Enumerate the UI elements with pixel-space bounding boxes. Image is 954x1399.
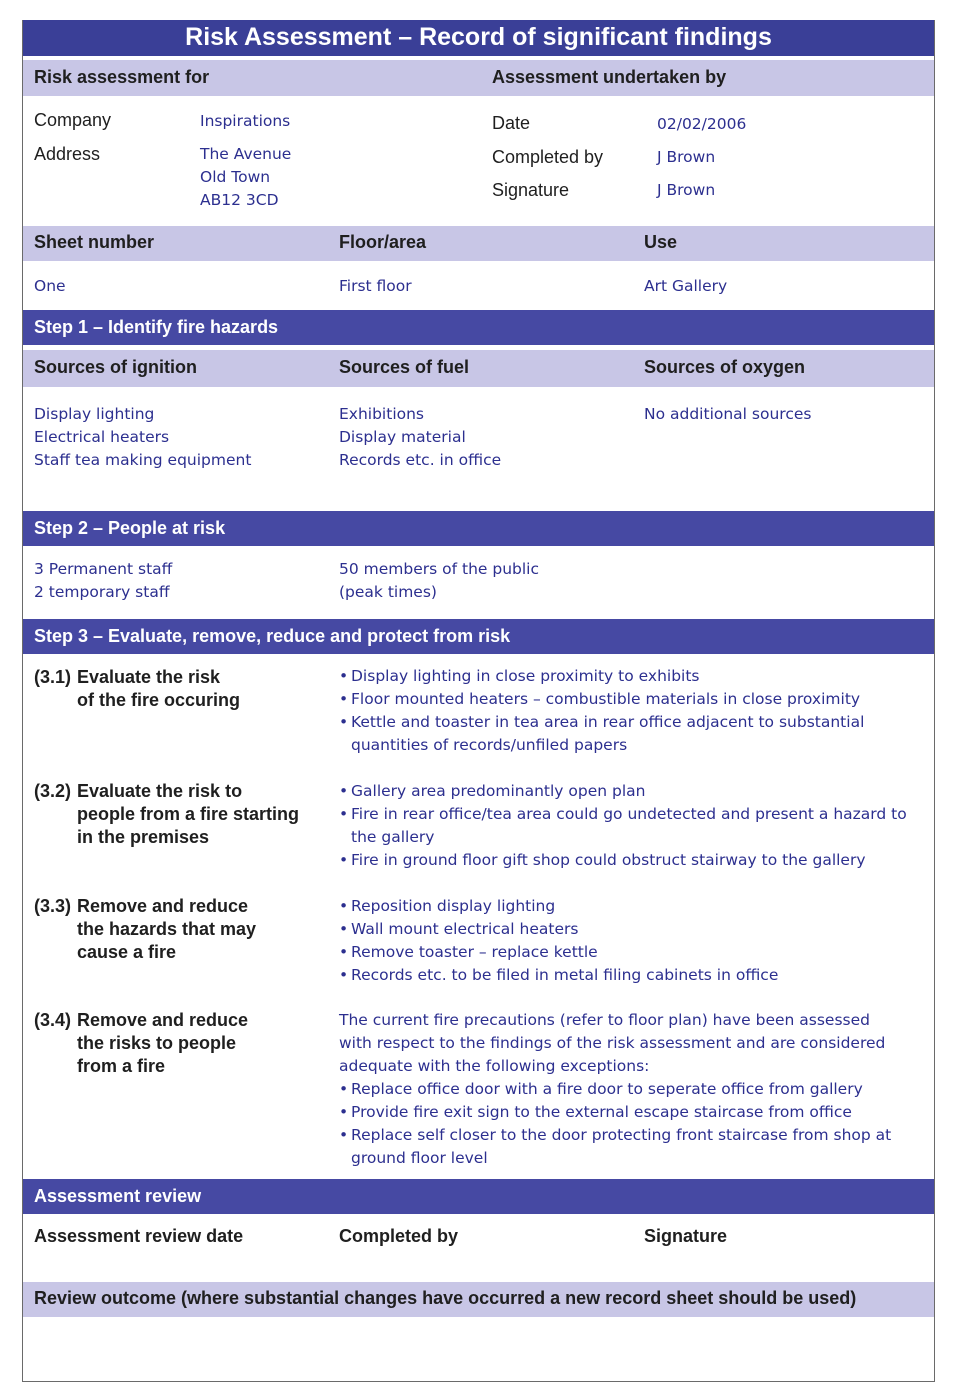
label-line: in the premises	[77, 827, 210, 847]
list-item: • Records etc. to be filed in metal filing cabinets in office	[339, 964, 778, 987]
step3-2-findings	[339, 780, 907, 826]
step3-1-label	[34, 666, 240, 712]
list-item: Staff tea making equipment	[34, 451, 252, 469]
address-line: Old Town	[200, 168, 271, 186]
step3-title: Step 3 – Evaluate, remove, reduce and protect from risk	[34, 626, 511, 646]
staff-list	[34, 558, 172, 604]
list-item: • Remove toaster – replace kettle	[339, 941, 778, 964]
list-item-continuation: the gallery	[351, 828, 435, 846]
list-item: • Replace office door with a fire door to seperate office from gallery	[339, 1078, 891, 1101]
company-value: Inspirations	[200, 112, 291, 130]
address-value	[200, 143, 291, 212]
signature-value: J Brown	[657, 181, 716, 199]
paragraph-line: with respect to the findings of the risk assessment and are considered	[339, 1034, 886, 1052]
list-item: No additional sources	[644, 405, 812, 423]
company-label: Company	[34, 110, 112, 130]
step-number: (3.1)	[34, 667, 72, 687]
step1-bar	[23, 310, 934, 345]
list-item: • Floor mounted heaters – combustible materials in close proximity	[339, 688, 864, 711]
label-line: people from a fire starting	[77, 804, 300, 824]
label-line: cause a fire	[77, 942, 177, 962]
list-item: Display lighting	[34, 405, 155, 423]
assessment-header-bar	[23, 60, 934, 96]
step2-bar	[23, 511, 934, 546]
list-item: Exhibitions	[339, 405, 425, 423]
list-item: (peak times)	[339, 583, 437, 601]
step1-title: Step 1 – Identify fire hazards	[34, 317, 279, 337]
list-item: 2 temporary staff	[34, 583, 170, 601]
label-line: of the fire occuring	[77, 690, 241, 710]
step3-2-label	[34, 780, 299, 849]
step3-4-intro	[339, 1009, 885, 1078]
assessment-undertaken-by-label: Assessment undertaken by	[492, 67, 727, 87]
step3-bar	[23, 619, 934, 654]
form-title: Risk Assessment – Record of significant findings	[23, 20, 934, 56]
review-title: Assessment review	[34, 1186, 202, 1206]
use-value: Art Gallery	[644, 277, 728, 295]
risk-assessment-form	[22, 20, 935, 1382]
label-line: the hazards that may	[77, 919, 257, 939]
review-bar	[23, 1179, 934, 1214]
sheet-number-label: Sheet number	[34, 232, 155, 252]
list-item: Records etc. in office	[339, 451, 502, 469]
label-line: Evaluate the risk	[77, 667, 221, 687]
list-item-continuation: quantities of records/unfiled papers	[351, 736, 628, 754]
public-list	[339, 558, 539, 604]
step3-3-findings	[339, 895, 778, 987]
list-item: • Fire in rear office/tea area could go undetected and present a hazard to	[339, 803, 907, 826]
paragraph-line: adequate with the following exceptions:	[339, 1057, 650, 1075]
list-item: • Display lighting in close proximity to exhibits	[339, 665, 864, 688]
step3-2-findings-cont	[339, 849, 866, 872]
date-label: Date	[492, 113, 531, 133]
review-completed-label: Completed by	[339, 1226, 459, 1246]
step-number: (3.4)	[34, 1010, 72, 1030]
sources-fuel-label: Sources of fuel	[339, 357, 470, 377]
step3-4-label	[34, 1009, 248, 1078]
list-item-continuation: ground floor level	[351, 1149, 488, 1167]
list-item: • Gallery area predominantly open plan	[339, 780, 907, 803]
sources-oxygen-label: Sources of oxygen	[644, 357, 806, 377]
label-line: the risks to people	[77, 1033, 237, 1053]
list-item: 50 members of the public	[339, 560, 540, 578]
review-signature-label: Signature	[644, 1226, 728, 1246]
sources-ignition-label: Sources of ignition	[34, 357, 198, 377]
list-item: • Provide fire exit sign to the external escape staircase from office	[339, 1101, 891, 1124]
step2-title: Step 2 – People at risk	[34, 518, 226, 538]
label-line: from a fire	[77, 1056, 166, 1076]
use-label: Use	[644, 232, 678, 252]
paragraph-line: The current fire precautions (refer to floor plan) have been assessed	[339, 1011, 870, 1029]
completed-by-label: Completed by	[492, 147, 604, 167]
list-item: • Fire in ground floor gift shop could obstruct stairway to the gallery	[339, 849, 866, 872]
address-line: AB12 3CD	[200, 191, 279, 209]
address-line: The Avenue	[200, 145, 292, 163]
label-line: Evaluate the risk to	[77, 781, 243, 801]
list-item: • Replace self closer to the door protecting front staircase from shop at	[339, 1124, 891, 1147]
step-number: (3.2)	[34, 781, 72, 801]
review-outcome-bar	[23, 1282, 934, 1317]
list-item: • Reposition display lighting	[339, 895, 778, 918]
oxygen-list	[644, 403, 811, 426]
list-item: Electrical heaters	[34, 428, 170, 446]
ignition-list	[34, 403, 251, 472]
step3-3-label	[34, 895, 256, 964]
floor-area-label: Floor/area	[339, 232, 427, 252]
list-item: Display material	[339, 428, 466, 446]
step1-subheader-bar	[23, 350, 934, 387]
date-value: 02/02/2006	[657, 115, 747, 133]
floor-area-value: First floor	[339, 277, 412, 295]
step3-4-findings	[339, 1078, 891, 1147]
fuel-list	[339, 403, 501, 472]
sheet-number-value: One	[34, 277, 66, 295]
step-number: (3.3)	[34, 896, 72, 916]
label-line: Remove and reduce	[77, 896, 249, 916]
risk-assessment-for-label: Risk assessment for	[34, 67, 210, 87]
sheet-header-bar	[23, 226, 934, 261]
list-item: • Wall mount electrical heaters	[339, 918, 778, 941]
signature-label: Signature	[492, 180, 570, 200]
address-label: Address	[34, 144, 101, 164]
step3-1-findings	[339, 665, 864, 734]
list-item: • Kettle and toaster in tea area in rear office adjacent to substantial	[339, 711, 864, 734]
label-line: Remove and reduce	[77, 1010, 249, 1030]
review-outcome-label: Review outcome (where substantial changes have occurred a new record sheet should be used)	[34, 1288, 857, 1308]
completed-by-value: J Brown	[657, 148, 716, 166]
review-date-label: Assessment review date	[34, 1226, 244, 1246]
list-item: 3 Permanent staff	[34, 560, 173, 578]
